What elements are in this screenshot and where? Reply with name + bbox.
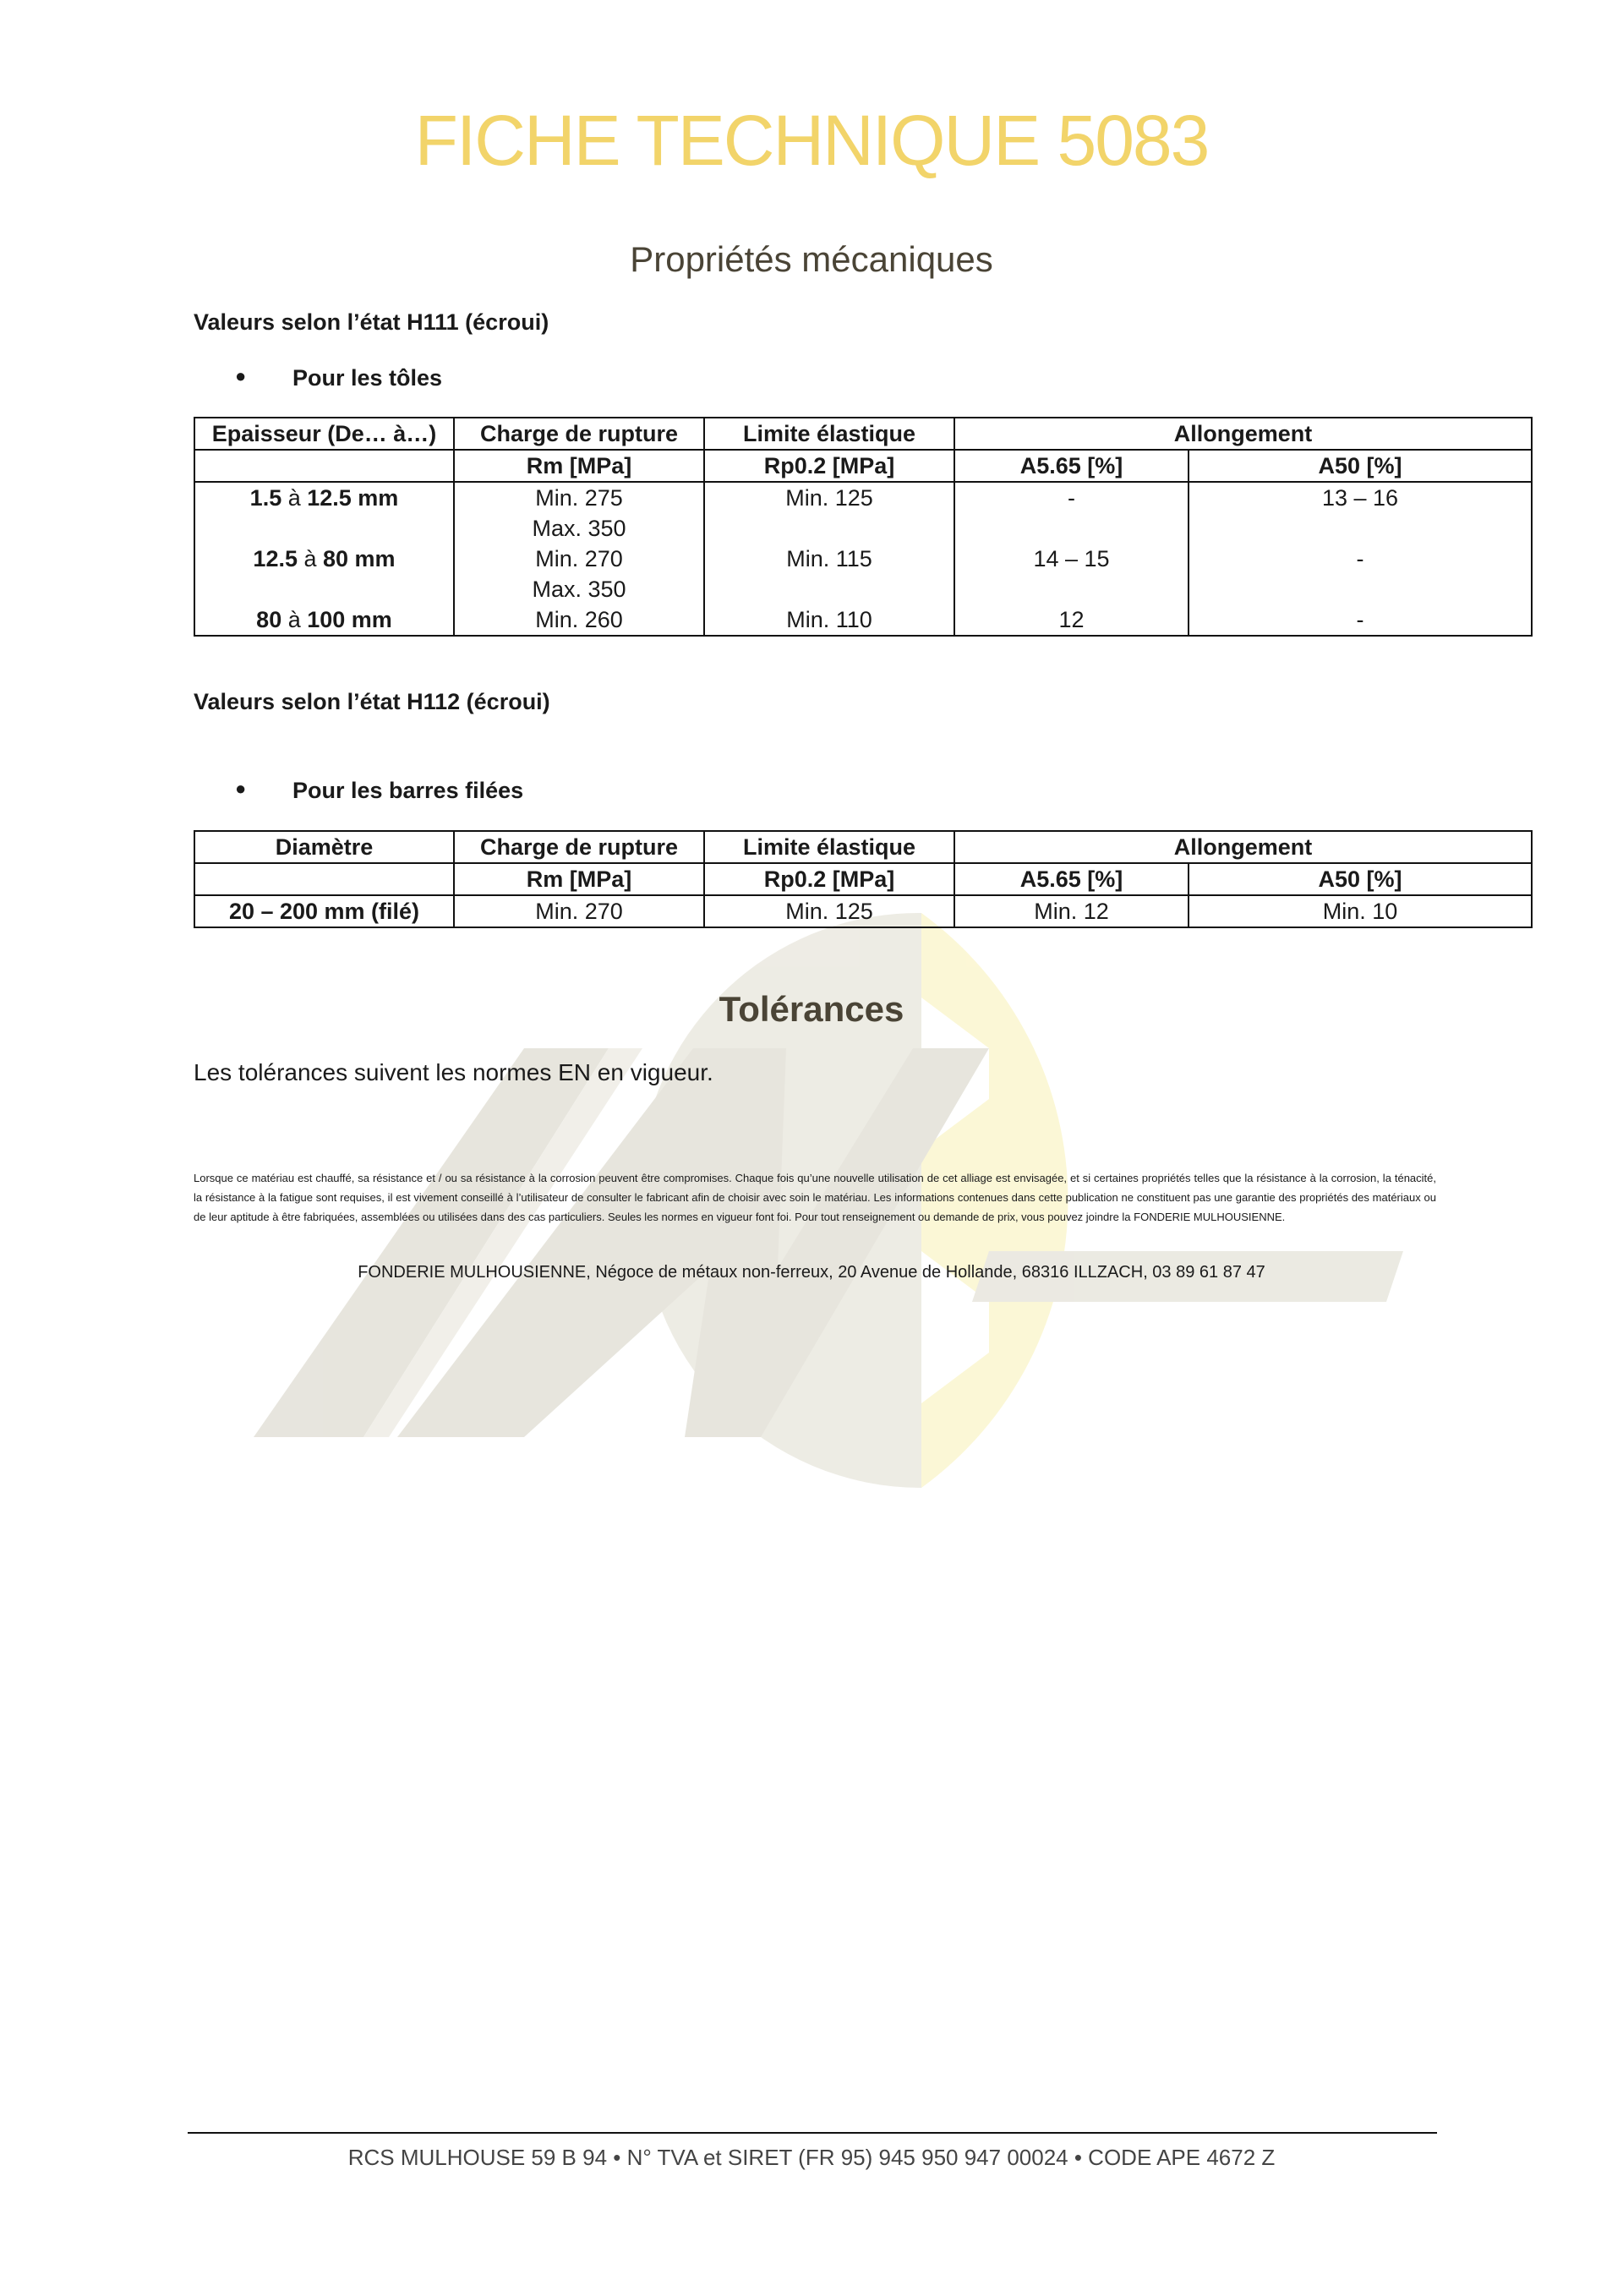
company-address: FONDERIE MULHOUSIENNE, Négoce de métaux non-ferreux, 20 Avenue de Hollande, 68316 ILLZACH, 03 89 61 87 47	[358, 1263, 1265, 1282]
thickness-cell: 80 à 100 mm	[194, 604, 454, 636]
a50-cell: -	[1189, 604, 1532, 636]
rp-cell: Min. 115	[704, 544, 954, 574]
table-row	[194, 574, 1532, 604]
col-header-elastic: Limite élastique	[704, 418, 954, 450]
rp-cell	[704, 513, 954, 544]
col-subheader-rm: Rm [MPa]	[454, 450, 704, 482]
a565-cell	[954, 513, 1189, 544]
h111-bullet-text: Pour les tôles	[292, 365, 443, 391]
footer-divider	[188, 2132, 1437, 2134]
table-row	[194, 482, 1532, 513]
thickness-cell	[194, 574, 454, 604]
document-title: FICHE TECHNIQUE 5083	[414, 101, 1209, 180]
tolerances-text: Les tolérances suivent les normes EN en vigueur.	[194, 1059, 713, 1085]
a565-cell	[954, 574, 1189, 604]
bullet-icon: ●	[235, 778, 247, 799]
table-row	[194, 544, 1532, 574]
a565-cell: 12	[954, 604, 1189, 636]
a50-cell	[1189, 513, 1532, 544]
col-subheader-a50: A50 [%]	[1189, 863, 1532, 895]
h111-table	[194, 417, 1533, 637]
col-subheader-a50: A50 [%]	[1189, 450, 1532, 482]
h112-table	[194, 830, 1533, 928]
a565-cell: -	[954, 482, 1189, 513]
rm-cell: Min. 270	[454, 544, 704, 574]
col-header-rupture: Charge de rupture	[454, 831, 704, 863]
col-subheader-a565: A5.65 [%]	[954, 450, 1189, 482]
col-subheader-empty	[194, 863, 454, 895]
col-subheader-empty	[194, 450, 454, 482]
rm-cell: Max. 350	[454, 513, 704, 544]
col-header-elastic: Limite élastique	[704, 831, 954, 863]
rm-cell: Min. 270	[454, 895, 704, 927]
rm-cell: Min. 275	[454, 482, 704, 513]
thickness-cell	[194, 513, 454, 544]
section-title-mechanical: Propriétés mécaniques	[630, 239, 993, 279]
bullet-icon: ●	[235, 365, 247, 386]
table-row	[194, 895, 1532, 927]
h111-heading: Valeurs selon l’état H111 (écroui)	[194, 309, 549, 335]
rp-cell: Min. 125	[704, 895, 954, 927]
a565-cell: 14 – 15	[954, 544, 1189, 574]
a565-cell: Min. 12	[954, 895, 1189, 927]
rp-cell: Min. 110	[704, 604, 954, 636]
a50-cell: 13 – 16	[1189, 482, 1532, 513]
col-header-thickness: Epaisseur (De… à…)	[194, 418, 454, 450]
col-subheader-rp: Rp0.2 [MPa]	[704, 450, 954, 482]
col-header-elongation: Allongement	[954, 831, 1532, 863]
rp-cell	[704, 574, 954, 604]
diameter-cell: 20 – 200 mm (filé)	[194, 895, 454, 927]
rp-cell: Min. 125	[704, 482, 954, 513]
a50-cell	[1189, 574, 1532, 604]
col-subheader-rm: Rm [MPa]	[454, 863, 704, 895]
col-header-rupture: Charge de rupture	[454, 418, 704, 450]
table-row	[194, 513, 1532, 544]
a50-cell: -	[1189, 544, 1532, 574]
thickness-cell: 1.5 à 12.5 mm	[194, 482, 454, 513]
col-subheader-rp: Rp0.2 [MPa]	[704, 863, 954, 895]
h112-bullet-text: Pour les barres filées	[292, 778, 524, 803]
h112-heading: Valeurs selon l’état H112 (écroui)	[194, 689, 550, 714]
rm-cell: Min. 260	[454, 604, 704, 636]
rm-cell: Max. 350	[454, 574, 704, 604]
col-header-diameter: Diamètre	[194, 831, 454, 863]
disclaimer-text: Lorsque ce matériau est chauffé, sa résistance et / ou sa résistance à la corrosion peuvent être compromises. Chaque fois qu’une nouvelle utilisation de cet alliage est envisagée, et si certaines propriétés telles que la résistance à la corrosion, la ténacité, la résistance à la fatigue sont requises, il est vivement conseillé à l’utilisateur de consulter le fabricant afin de choisir avec soin le matériau. Les informations contenues dans cette publication ne constituent pas une garantie des propriétés des matériaux ou de leur aptitude à être fabriquées, assemblées ou utilisées dans des cas particuliers. Seules les normes en vigueur font foi. Pour tout renseignement ou demande de prix, vous pouvez joindre la FONDERIE MULHOUSIENNE.	[194, 1172, 1436, 1223]
a50-cell: Min. 10	[1189, 895, 1532, 927]
col-header-elongation: Allongement	[954, 418, 1532, 450]
col-subheader-a565: A5.65 [%]	[954, 863, 1189, 895]
table-row	[194, 604, 1532, 636]
thickness-cell: 12.5 à 80 mm	[194, 544, 454, 574]
footer-legal-info: RCS MULHOUSE 59 B 94 • N° TVA et SIRET (FR 95) 945 950 947 00024 • CODE APE 4672 Z	[347, 2145, 1276, 2170]
section-title-tolerances: Tolérances	[719, 989, 904, 1029]
